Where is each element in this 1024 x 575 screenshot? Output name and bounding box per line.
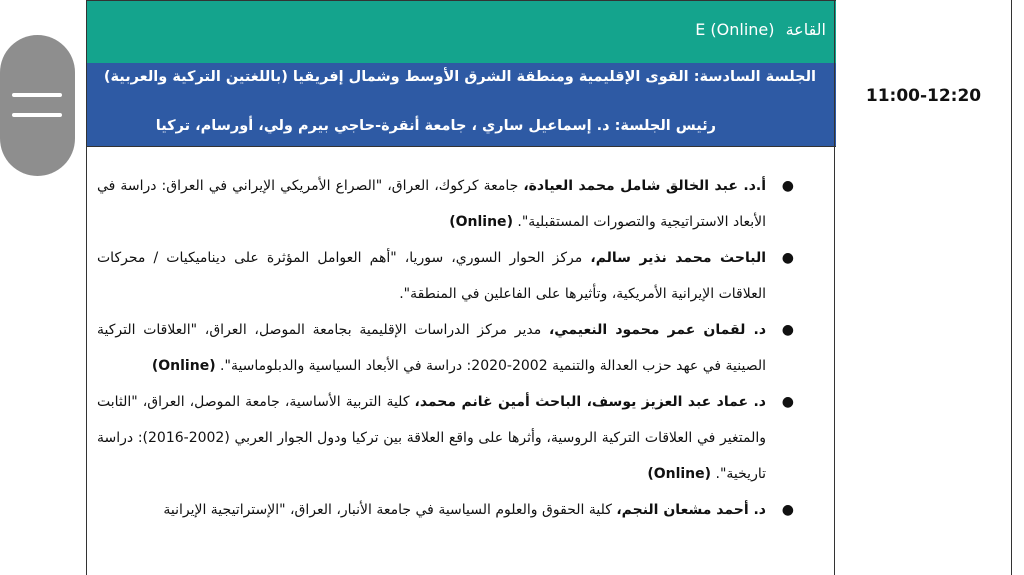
session-title: الجلسة السادسة: القوى الإقليمية ومنطقة الشرق الأوسط وشمال إفريقيا (باللغتين التركية والعربية) [103, 69, 816, 85]
paper-details: كلية التربية الأساسية، جامعة الموصل، العراق، "الثابت والمتغير في العلاقات التركية الروسية، وأثرها على واقع العلاقة بين تركيا ودول الجوار العربي (2002-2016): دراسة تاريخية". [97, 394, 766, 482]
list-item [87, 492, 836, 528]
session-header [87, 63, 836, 147]
schedule-table [86, 0, 1012, 575]
bullet-icon: ● [781, 394, 794, 410]
paper-details: كلية الحقوق والعلوم السياسية في جامعة الأنبار، العراق، "الإستراتيجية الإيرانية [163, 502, 617, 518]
paper-details: مركز الحوار السوري، سوريا، "أهم العوامل المؤثرة على ديناميكيات / محركات العلاقات الإيرانية الأمريكية، وتأثيرها على الفاعلين في المنطقة". [97, 250, 766, 302]
hall-name: القاعة E [695, 20, 826, 39]
paper-details: مدير مركز الدراسات الإقليمية بجامعة الموصل، العراق، "العلاقات التركية الصينية في عهد حزب العدالة والتنمية 2002-2020: دراسة في الأبعاد السياسية والدبلوماسية". [97, 322, 766, 374]
list-item [87, 240, 836, 312]
bullet-icon: ● [781, 250, 794, 266]
paper-author: أ.د. عبد الخالق شامل محمد العيادة، [523, 178, 766, 194]
session-content-cell [87, 0, 836, 575]
session-time: 11:00-12:20 [865, 86, 982, 106]
paper-author: الباحث محمد نذير سالم، [590, 250, 766, 266]
online-tag: (Online) [151, 358, 216, 374]
time-cell [834, 0, 1011, 575]
menu-button[interactable] [0, 35, 75, 176]
hall-mode: (Online) [710, 20, 775, 39]
list-item [87, 168, 836, 240]
hall-header [87, 0, 836, 63]
bullet-icon: ● [781, 502, 794, 518]
session-chair: رئيس الجلسة: د. إسماعيل ساري ، جامعة أنقرة-حاجي بيرم ولي، أورسام، تركيا [155, 118, 716, 134]
paper-author: د. لقمان عمر محمود النعيمي، [548, 322, 767, 338]
paper-author: د. أحمد مشعان النجم، [616, 502, 766, 518]
bullet-icon: ● [781, 322, 794, 338]
papers-list [87, 168, 836, 528]
online-tag: (Online) [647, 466, 712, 482]
paper-details: جامعة كركوك، العراق، "الصراع الأمريكي الإيراني في العراق: دراسة في الأبعاد الاستراتيجية والتصورات المستقبلية". [97, 178, 766, 230]
list-item [87, 384, 836, 492]
paper-author: د. عماد عبد العزيز يوسف، الباحث أمين غانم محمد، [414, 394, 766, 410]
bullet-icon: ● [781, 178, 794, 194]
list-item [87, 312, 836, 384]
hall-label [695, 20, 826, 39]
online-tag: (Online) [449, 214, 513, 230]
